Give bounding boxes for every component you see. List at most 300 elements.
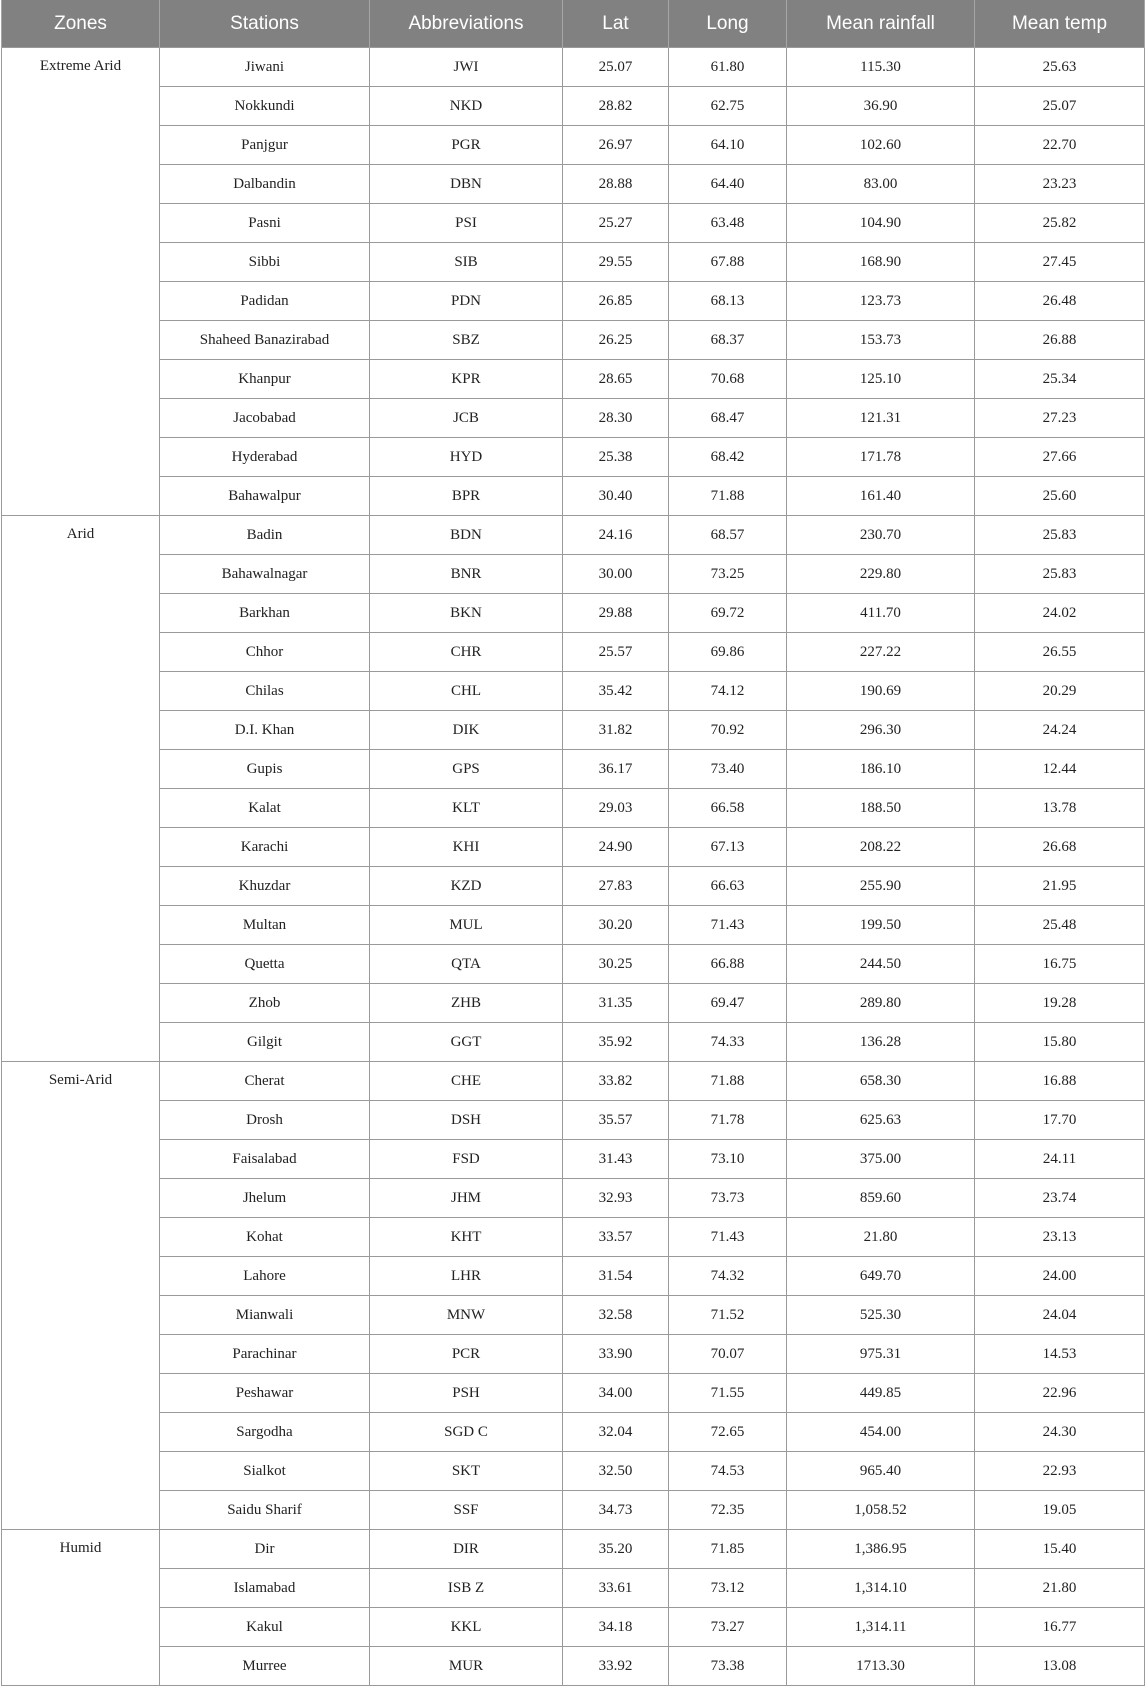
abbreviation-cell: QTA [370,945,563,984]
long-cell: 71.52 [669,1296,787,1335]
abbreviation-cell: BKN [370,594,563,633]
station-cell: Barkhan [160,594,370,633]
abbreviation-cell: KZD [370,867,563,906]
abbreviation-cell: GGT [370,1023,563,1062]
long-cell: 72.65 [669,1413,787,1452]
mean-temp-cell: 25.48 [975,906,1145,945]
lat-cell: 26.85 [563,282,669,321]
mean-rainfall-cell: 1,058.52 [787,1491,975,1530]
mean-rainfall-cell: 136.28 [787,1023,975,1062]
mean-rainfall-cell: 1,386.95 [787,1530,975,1569]
table-row [2,399,1145,438]
long-cell: 70.07 [669,1335,787,1374]
station-cell: Nokkundi [160,87,370,126]
mean-temp-cell: 24.24 [975,711,1145,750]
table-row [2,1218,1145,1257]
mean-rainfall-cell: 230.70 [787,516,975,555]
table-row [2,1296,1145,1335]
abbreviation-cell: MUR [370,1647,563,1686]
long-cell: 70.92 [669,711,787,750]
station-cell: Kakul [160,1608,370,1647]
long-cell: 69.86 [669,633,787,672]
long-cell: 73.12 [669,1569,787,1608]
table-row [2,1179,1145,1218]
mean-rainfall-cell: 125.10 [787,360,975,399]
table-row [2,555,1145,594]
abbreviation-cell: CHL [370,672,563,711]
mean-temp-cell: 13.08 [975,1647,1145,1686]
long-cell: 72.35 [669,1491,787,1530]
mean-temp-cell: 24.04 [975,1296,1145,1335]
abbreviation-cell: DSH [370,1101,563,1140]
station-cell: Hyderabad [160,438,370,477]
mean-rainfall-cell: 244.50 [787,945,975,984]
station-cell: Panjgur [160,126,370,165]
table-row [2,750,1145,789]
lat-cell: 26.97 [563,126,669,165]
table-row [2,1569,1145,1608]
table-row [2,282,1145,321]
mean-rainfall-cell: 188.50 [787,789,975,828]
station-cell: Quetta [160,945,370,984]
abbreviation-cell: SKT [370,1452,563,1491]
lat-cell: 28.30 [563,399,669,438]
mean-temp-cell: 21.80 [975,1569,1145,1608]
long-cell: 74.12 [669,672,787,711]
long-cell: 71.78 [669,1101,787,1140]
abbreviation-cell: NKD [370,87,563,126]
mean-temp-cell: 24.30 [975,1413,1145,1452]
abbreviation-cell: PCR [370,1335,563,1374]
abbreviation-cell: ISB Z [370,1569,563,1608]
table-row [2,1257,1145,1296]
mean-temp-cell: 23.23 [975,165,1145,204]
table-row [2,126,1145,165]
table-row [2,1374,1145,1413]
station-cell: Gilgit [160,1023,370,1062]
lat-cell: 25.27 [563,204,669,243]
mean-rainfall-cell: 965.40 [787,1452,975,1491]
station-cell: Dir [160,1530,370,1569]
mean-rainfall-cell: 525.30 [787,1296,975,1335]
mean-rainfall-cell: 658.30 [787,1062,975,1101]
abbreviation-cell: GPS [370,750,563,789]
table-row [2,633,1145,672]
abbreviation-cell: DIK [370,711,563,750]
abbreviation-cell: PSH [370,1374,563,1413]
abbreviation-cell: ZHB [370,984,563,1023]
long-cell: 73.27 [669,1608,787,1647]
station-cell: D.I. Khan [160,711,370,750]
abbreviation-cell: SIB [370,243,563,282]
mean-temp-cell: 21.95 [975,867,1145,906]
zone-cell: Humid [2,1530,160,1686]
lat-cell: 33.61 [563,1569,669,1608]
long-cell: 66.58 [669,789,787,828]
lat-cell: 32.50 [563,1452,669,1491]
long-cell: 68.13 [669,282,787,321]
station-cell: Jiwani [160,48,370,87]
abbreviation-cell: SBZ [370,321,563,360]
mean-temp-cell: 26.68 [975,828,1145,867]
abbreviation-cell: JCB [370,399,563,438]
table-body [2,48,1145,1686]
mean-rainfall-cell: 1,314.11 [787,1608,975,1647]
lat-cell: 33.57 [563,1218,669,1257]
long-cell: 67.88 [669,243,787,282]
abbreviation-cell: HYD [370,438,563,477]
lat-cell: 35.42 [563,672,669,711]
lat-cell: 31.43 [563,1140,669,1179]
lat-cell: 30.00 [563,555,669,594]
table-row [2,1530,1145,1569]
long-cell: 64.40 [669,165,787,204]
table-row [2,165,1145,204]
long-cell: 71.88 [669,477,787,516]
abbreviation-cell: MUL [370,906,563,945]
lat-cell: 32.58 [563,1296,669,1335]
mean-rainfall-cell: 171.78 [787,438,975,477]
abbreviation-cell: BPR [370,477,563,516]
mean-temp-cell: 25.63 [975,48,1145,87]
long-cell: 70.68 [669,360,787,399]
lat-cell: 34.18 [563,1608,669,1647]
table-row [2,1452,1145,1491]
mean-rainfall-cell: 229.80 [787,555,975,594]
abbreviation-cell: KPR [370,360,563,399]
mean-rainfall-cell: 625.63 [787,1101,975,1140]
abbreviation-cell: CHE [370,1062,563,1101]
lat-cell: 25.38 [563,438,669,477]
table-row [2,1062,1145,1101]
mean-rainfall-cell: 296.30 [787,711,975,750]
abbreviation-cell: KHT [370,1218,563,1257]
lat-cell: 30.40 [563,477,669,516]
long-cell: 71.43 [669,906,787,945]
abbreviation-cell: PSI [370,204,563,243]
abbreviation-cell: KLT [370,789,563,828]
abbreviation-cell: SSF [370,1491,563,1530]
mean-temp-cell: 25.07 [975,87,1145,126]
long-cell: 73.38 [669,1647,787,1686]
mean-temp-cell: 24.00 [975,1257,1145,1296]
long-cell: 66.63 [669,867,787,906]
station-cell: Parachinar [160,1335,370,1374]
station-cell: Badin [160,516,370,555]
lat-cell: 30.25 [563,945,669,984]
mean-temp-cell: 16.77 [975,1608,1145,1647]
mean-rainfall-cell: 36.90 [787,87,975,126]
station-cell: Pasni [160,204,370,243]
header-stations: Stations [160,0,370,48]
station-cell: Zhob [160,984,370,1023]
lat-cell: 29.03 [563,789,669,828]
lat-cell: 28.88 [563,165,669,204]
abbreviation-cell: JHM [370,1179,563,1218]
zone-cell: Extreme Arid [2,48,160,516]
abbreviation-cell: PDN [370,282,563,321]
mean-temp-cell: 22.96 [975,1374,1145,1413]
abbreviation-cell: JWI [370,48,563,87]
mean-temp-cell: 22.93 [975,1452,1145,1491]
mean-temp-cell: 14.53 [975,1335,1145,1374]
lat-cell: 28.65 [563,360,669,399]
lat-cell: 25.57 [563,633,669,672]
lat-cell: 27.83 [563,867,669,906]
mean-temp-cell: 25.83 [975,555,1145,594]
table-row [2,828,1145,867]
table-row [2,360,1145,399]
station-cell: Padidan [160,282,370,321]
mean-temp-cell: 23.74 [975,1179,1145,1218]
mean-temp-cell: 12.44 [975,750,1145,789]
lat-cell: 33.90 [563,1335,669,1374]
mean-rainfall-cell: 375.00 [787,1140,975,1179]
zone-cell: Semi-Arid [2,1062,160,1530]
mean-temp-cell: 25.82 [975,204,1145,243]
lat-cell: 28.82 [563,87,669,126]
long-cell: 71.88 [669,1062,787,1101]
header-zones: Zones [2,0,160,48]
table-row [2,945,1145,984]
long-cell: 71.85 [669,1530,787,1569]
station-cell: Karachi [160,828,370,867]
lat-cell: 29.88 [563,594,669,633]
table-row [2,711,1145,750]
table-row [2,243,1145,282]
long-cell: 71.43 [669,1218,787,1257]
station-cell: Bahawalnagar [160,555,370,594]
lat-cell: 35.20 [563,1530,669,1569]
mean-temp-cell: 25.60 [975,477,1145,516]
lat-cell: 26.25 [563,321,669,360]
mean-temp-cell: 27.66 [975,438,1145,477]
long-cell: 74.33 [669,1023,787,1062]
long-cell: 74.53 [669,1452,787,1491]
station-cell: Sialkot [160,1452,370,1491]
long-cell: 67.13 [669,828,787,867]
mean-rainfall-cell: 859.60 [787,1179,975,1218]
mean-rainfall-cell: 289.80 [787,984,975,1023]
mean-rainfall-cell: 115.30 [787,48,975,87]
abbreviation-cell: BDN [370,516,563,555]
station-cell: Khanpur [160,360,370,399]
long-cell: 73.10 [669,1140,787,1179]
table-row [2,1101,1145,1140]
station-cell: Murree [160,1647,370,1686]
station-cell: Jacobabad [160,399,370,438]
station-cell: Multan [160,906,370,945]
mean-rainfall-cell: 153.73 [787,321,975,360]
zone-cell: Arid [2,516,160,1062]
long-cell: 73.40 [669,750,787,789]
table-row [2,87,1145,126]
table-row [2,867,1145,906]
lat-cell: 25.07 [563,48,669,87]
mean-temp-cell: 22.70 [975,126,1145,165]
table-row [2,321,1145,360]
lat-cell: 31.82 [563,711,669,750]
abbreviation-cell: KKL [370,1608,563,1647]
lat-cell: 33.82 [563,1062,669,1101]
long-cell: 61.80 [669,48,787,87]
mean-rainfall-cell: 227.22 [787,633,975,672]
station-cell: Gupis [160,750,370,789]
mean-temp-cell: 16.75 [975,945,1145,984]
mean-temp-cell: 19.05 [975,1491,1145,1530]
lat-cell: 36.17 [563,750,669,789]
mean-temp-cell: 17.70 [975,1101,1145,1140]
station-cell: Saidu Sharif [160,1491,370,1530]
header-row [2,0,1145,48]
mean-rainfall-cell: 411.70 [787,594,975,633]
long-cell: 66.88 [669,945,787,984]
mean-rainfall-cell: 161.40 [787,477,975,516]
table-row [2,984,1145,1023]
mean-rainfall-cell: 168.90 [787,243,975,282]
mean-rainfall-cell: 21.80 [787,1218,975,1257]
long-cell: 69.47 [669,984,787,1023]
station-cell: Khuzdar [160,867,370,906]
lat-cell: 24.90 [563,828,669,867]
mean-temp-cell: 24.11 [975,1140,1145,1179]
table-row [2,438,1145,477]
lat-cell: 33.92 [563,1647,669,1686]
mean-temp-cell: 26.48 [975,282,1145,321]
table-row [2,1608,1145,1647]
header-long: Long [669,0,787,48]
table-row [2,204,1145,243]
abbreviation-cell: DBN [370,165,563,204]
long-cell: 68.42 [669,438,787,477]
mean-temp-cell: 25.83 [975,516,1145,555]
station-cell: Jhelum [160,1179,370,1218]
mean-rainfall-cell: 649.70 [787,1257,975,1296]
station-cell: Faisalabad [160,1140,370,1179]
long-cell: 63.48 [669,204,787,243]
station-cell: Sargodha [160,1413,370,1452]
lat-cell: 32.04 [563,1413,669,1452]
mean-rainfall-cell: 208.22 [787,828,975,867]
table-row [2,594,1145,633]
station-cell: Kalat [160,789,370,828]
climate-stations-table [1,0,1145,1686]
mean-rainfall-cell: 186.10 [787,750,975,789]
mean-rainfall-cell: 104.90 [787,204,975,243]
station-cell: Kohat [160,1218,370,1257]
station-cell: Cherat [160,1062,370,1101]
station-cell: Peshawar [160,1374,370,1413]
abbreviation-cell: SGD C [370,1413,563,1452]
mean-rainfall-cell: 449.85 [787,1374,975,1413]
abbreviation-cell: BNR [370,555,563,594]
mean-temp-cell: 24.02 [975,594,1145,633]
abbreviation-cell: MNW [370,1296,563,1335]
long-cell: 68.37 [669,321,787,360]
lat-cell: 34.00 [563,1374,669,1413]
mean-rainfall-cell: 255.90 [787,867,975,906]
mean-rainfall-cell: 1,314.10 [787,1569,975,1608]
abbreviation-cell: DIR [370,1530,563,1569]
long-cell: 71.55 [669,1374,787,1413]
table-row [2,477,1145,516]
mean-temp-cell: 15.80 [975,1023,1145,1062]
mean-temp-cell: 26.88 [975,321,1145,360]
lat-cell: 31.54 [563,1257,669,1296]
station-cell: Dalbandin [160,165,370,204]
mean-temp-cell: 16.88 [975,1062,1145,1101]
mean-rainfall-cell: 121.31 [787,399,975,438]
mean-temp-cell: 13.78 [975,789,1145,828]
station-cell: Sibbi [160,243,370,282]
table-row [2,1023,1145,1062]
mean-rainfall-cell: 102.60 [787,126,975,165]
header-mean-temp: Mean temp [975,0,1145,48]
lat-cell: 35.92 [563,1023,669,1062]
mean-temp-cell: 23.13 [975,1218,1145,1257]
table-row [2,1491,1145,1530]
long-cell: 68.57 [669,516,787,555]
abbreviation-cell: KHI [370,828,563,867]
abbreviation-cell: LHR [370,1257,563,1296]
mean-rainfall-cell: 190.69 [787,672,975,711]
mean-temp-cell: 20.29 [975,672,1145,711]
mean-temp-cell: 15.40 [975,1530,1145,1569]
mean-temp-cell: 27.23 [975,399,1145,438]
lat-cell: 29.55 [563,243,669,282]
table-row [2,516,1145,555]
station-cell: Chilas [160,672,370,711]
mean-temp-cell: 27.45 [975,243,1145,282]
mean-rainfall-cell: 83.00 [787,165,975,204]
header-mean-rainfall: Mean rainfall [787,0,975,48]
long-cell: 74.32 [669,1257,787,1296]
table-row [2,1647,1145,1686]
long-cell: 68.47 [669,399,787,438]
station-cell: Chhor [160,633,370,672]
abbreviation-cell: PGR [370,126,563,165]
long-cell: 69.72 [669,594,787,633]
header-lat: Lat [563,0,669,48]
lat-cell: 30.20 [563,906,669,945]
abbreviation-cell: CHR [370,633,563,672]
mean-temp-cell: 25.34 [975,360,1145,399]
lat-cell: 35.57 [563,1101,669,1140]
mean-rainfall-cell: 975.31 [787,1335,975,1374]
mean-rainfall-cell: 199.50 [787,906,975,945]
long-cell: 64.10 [669,126,787,165]
table-row [2,1335,1145,1374]
station-cell: Bahawalpur [160,477,370,516]
header-abbreviations: Abbreviations [370,0,563,48]
lat-cell: 31.35 [563,984,669,1023]
mean-rainfall-cell: 123.73 [787,282,975,321]
mean-temp-cell: 26.55 [975,633,1145,672]
lat-cell: 34.73 [563,1491,669,1530]
station-cell: Islamabad [160,1569,370,1608]
table-row [2,672,1145,711]
mean-rainfall-cell: 1713.30 [787,1647,975,1686]
lat-cell: 24.16 [563,516,669,555]
table-row [2,789,1145,828]
table-row [2,48,1145,87]
long-cell: 73.25 [669,555,787,594]
table-row [2,1413,1145,1452]
abbreviation-cell: FSD [370,1140,563,1179]
station-cell: Mianwali [160,1296,370,1335]
mean-temp-cell: 19.28 [975,984,1145,1023]
long-cell: 62.75 [669,87,787,126]
